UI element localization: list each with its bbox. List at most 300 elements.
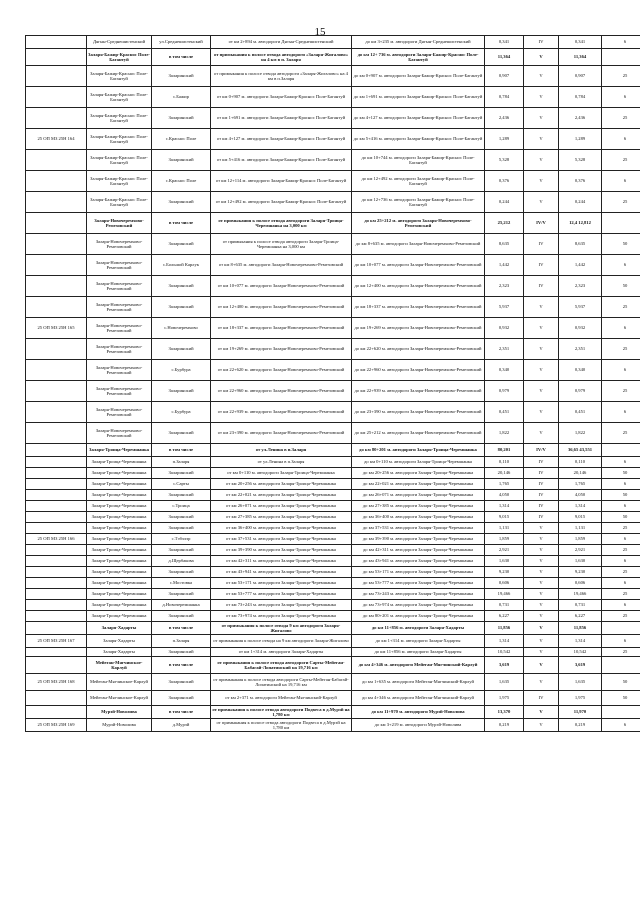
road-code-cell xyxy=(26,234,87,255)
table-row xyxy=(26,534,640,545)
length-cell: 0,731 xyxy=(485,600,524,611)
location-cell: в том числе xyxy=(152,49,211,66)
category-length-cell: 9,230 xyxy=(559,567,602,578)
width-cell: 25 xyxy=(602,339,640,360)
category-length-cell: 1,822 xyxy=(559,423,602,444)
width-cell: 50 xyxy=(602,674,640,691)
end-point-cell: до км 0+110 м. автодороги Заларя-Троица-Черемшанка xyxy=(352,457,485,468)
road-code-cell xyxy=(26,150,87,171)
table-row xyxy=(26,611,640,622)
road-code-cell: 25 ОП МЗ 25Н 164 xyxy=(26,129,87,150)
category-cell: V xyxy=(524,192,559,213)
table-row xyxy=(26,318,640,339)
end-point-cell: до км 73+974 м. автодороги Заларя-Троица-Черемшанка xyxy=(352,600,485,611)
category-cell: V xyxy=(524,150,559,171)
length-cell: 0,907 xyxy=(485,66,524,87)
start-point-cell: от примыкания к полосе отвода автодороги Подвеса в д.Мурэй на 1,780 км xyxy=(212,706,350,717)
road-code-cell: 25 ОП МЗ 25Н 165 xyxy=(26,318,87,339)
length-cell: 0,244 xyxy=(485,192,524,213)
start-point-cell: от примыкания к полосе отвода автодороги «Заларя-Жигалово» на 4 км в п. Заларя xyxy=(211,49,352,66)
road-name-cell: Заларя-Троица-Черемшанка xyxy=(87,567,152,578)
width-cell: 50 xyxy=(602,512,640,523)
width-cell: 25 xyxy=(602,589,640,600)
start-point-cell: от км 1+691 м. автодороги Заларя-Бажир-Краснос Поле-Багантуй xyxy=(211,108,352,129)
category-cell: IV xyxy=(524,234,559,255)
road-code-cell xyxy=(26,457,87,468)
road-code-cell xyxy=(26,691,87,706)
length-cell: 1,442 xyxy=(485,255,524,276)
road-code-cell xyxy=(26,490,87,501)
category-length-cell: 0,340 xyxy=(559,360,602,381)
location-cell: п.Заларя xyxy=(152,457,211,468)
road-code-cell xyxy=(26,512,87,523)
start-point-cell: от км 36+400 м. автодороги Заларя-Троица-Черемшанка xyxy=(211,523,352,534)
end-point-cell: до км 10+744 м. автодороги Заларя-Бажир-Краснос Поле-Багантуй xyxy=(352,150,485,171)
end-point-cell: до км 53+777 м. автодороги Заларя-Троица-Черемшанка xyxy=(352,578,485,589)
location-cell: Заларинский xyxy=(152,468,211,479)
start-point-cell: от км 22+960 м. автодороги Заларя-Новочеремхово-Ремезовский xyxy=(211,381,352,402)
start-point-cell: от км 19+269 м. автодороги Заларя-Новочеремхово-Ремезовский xyxy=(211,339,352,360)
length-cell: 13,370 xyxy=(485,706,524,719)
category-length-cell: 19,466 xyxy=(559,589,602,600)
start-point-cell: от км 73+243 м. автодороги Заларя-Троица-Черемшанка xyxy=(211,600,352,611)
location-cell: с.Бажир xyxy=(152,87,211,108)
length-cell: 0,979 xyxy=(485,381,524,402)
end-point-cell: до км 37+531 м. автодороги Заларя-Троица-Черемшанка xyxy=(352,523,485,534)
category-cell: V xyxy=(524,66,559,87)
road-code-cell xyxy=(26,567,87,578)
end-point-cell: до км 43+941 м. автодороги Заларя-Троица-Черемшанка xyxy=(352,556,485,567)
road-code-cell xyxy=(26,523,87,534)
width-cell: 6 xyxy=(602,578,640,589)
table-row xyxy=(26,545,640,556)
width-cell: 6 xyxy=(602,457,640,468)
road-name-cell: Заларя-Троица-Черемшанка xyxy=(87,534,152,545)
road-code-cell xyxy=(26,578,87,589)
category-cell: IV xyxy=(524,276,559,297)
table-row xyxy=(26,381,640,402)
start-point-cell: от км 20+256 м. автодороги Заларя-Троица-Черемшанка xyxy=(211,479,352,490)
location-cell: Заларинский xyxy=(152,108,211,129)
road-name-cell: Заларя-Новочеремхово-Ремезовский xyxy=(87,402,152,423)
road-name-cell: Мейеган-Мягчинское-Карлуй xyxy=(87,691,152,706)
road-name-cell: Заларя-Хадарты xyxy=(87,648,152,657)
table-row xyxy=(26,192,640,213)
category-cell: V xyxy=(524,657,559,674)
width-cell: 6 xyxy=(602,635,640,648)
location-cell: Заларинский xyxy=(152,234,211,255)
length-cell: 0,219 xyxy=(485,719,524,732)
road-name-cell: Заларя-Бажир-Краснос Поле-Багантуй xyxy=(87,129,152,150)
road-code-cell xyxy=(26,255,87,276)
road-name-cell: Заларя-Троица-Черемшанка xyxy=(87,457,152,468)
road-code-cell: 25 ОП МЗ 25Н 168 xyxy=(26,674,87,691)
road-name-cell: Заларя-Новочеремхово-Ремезовский xyxy=(87,423,152,444)
table-row xyxy=(26,691,640,706)
road-code-cell xyxy=(26,402,87,423)
length-cell: 4,050 xyxy=(485,490,524,501)
roads-table xyxy=(25,35,640,732)
table-row xyxy=(26,657,640,674)
end-point-cell: до км 1+691 м. автодороги Заларя-Бажир-Краснос Поле-Багантуй xyxy=(352,87,485,108)
location-cell: с.Троица xyxy=(152,501,211,512)
length-cell: 0,376 xyxy=(485,171,524,192)
length-cell: 1,822 xyxy=(485,423,524,444)
table-row xyxy=(26,276,640,297)
length-cell: 1,314 xyxy=(485,501,524,512)
length-cell: 9,015 xyxy=(485,512,524,523)
category-length-cell: 9,015 xyxy=(559,512,602,523)
start-point-cell: от км 53+171 м. автодороги Заларя-Троица-Черемшанка xyxy=(211,578,352,589)
road-code-cell xyxy=(26,381,87,402)
category-length-cell: 1,314 xyxy=(559,501,602,512)
category-length-cell: 1,442 xyxy=(559,255,602,276)
category-length-cell: 12,4 12,812 xyxy=(559,213,602,234)
end-point-cell: до км 26+071 м. автодороги Заларя-Троица-Черемшанка xyxy=(352,490,485,501)
road-code-cell xyxy=(26,501,87,512)
category-length-cell: 8,635 xyxy=(559,234,602,255)
end-point-cell: до км 80+201 м. автодороги Заларя-Троица-Черемшанка xyxy=(352,444,485,457)
road-name-cell: Мейеган-Мягчинское-Карлуй xyxy=(87,657,152,674)
length-cell: 0,451 xyxy=(485,402,524,423)
category-cell: V xyxy=(524,129,559,150)
location-cell: Заларинский xyxy=(152,674,211,691)
width-cell xyxy=(602,444,640,457)
location-cell: Заларинский xyxy=(152,297,211,318)
start-point-cell: от км 43+941 м. автодороги Заларя-Троица-Черемшанка xyxy=(211,567,352,578)
category-cell: V xyxy=(524,706,559,719)
road-code-cell xyxy=(26,706,87,719)
road-code-cell xyxy=(26,36,87,49)
end-point-cell: до км 1+635 м. автодороги Мейеган-Мягчинский-Карлуй xyxy=(352,674,485,691)
end-point-cell: до км 22+021 м. автодороги Заларя-Троица-Черемшанка xyxy=(352,479,485,490)
end-point-cell: до км 3+219 м. автодороги Мурэй-Новолива xyxy=(352,719,485,732)
category-length-cell: 36,65 43,551 xyxy=(559,444,602,457)
start-point-cell: от км 10+077 м. автодороги Заларя-Новочеремхово-Ремезовский xyxy=(211,276,352,297)
category-length-cell: 1,635 xyxy=(559,674,602,691)
location-cell: с.Новочеремхово xyxy=(152,318,211,339)
road-name-cell: Заларя-Новочеремхово-Ремезовский xyxy=(87,339,152,360)
category-cell: V xyxy=(524,622,559,635)
location-cell: Заларинский xyxy=(152,611,211,622)
table-row xyxy=(26,36,640,49)
location-cell: Заларинский xyxy=(152,192,211,213)
length-cell: 5,937 xyxy=(485,297,524,318)
length-cell: 2,921 xyxy=(485,545,524,556)
width-cell: 6 xyxy=(602,87,640,108)
category-cell: V xyxy=(524,589,559,600)
start-point-cell: от км 5+416 м. автодороги Заларя-Бажир-Краснос Поле-Багантуй xyxy=(211,150,352,171)
location-cell: с.Большой Карлук xyxy=(152,255,211,276)
road-code-cell xyxy=(26,611,87,622)
category-length-cell: 1,289 xyxy=(559,129,602,150)
category-length-cell: 2,323 xyxy=(559,276,602,297)
road-name-cell: Заларя-Троица-Черемшанка xyxy=(87,479,152,490)
start-point-cell: от км 4+127 м. автодороги Заларя-Бажир-Краснос Поле-Багантуй xyxy=(211,129,352,150)
category-length-cell: 10,542 xyxy=(559,648,602,657)
width-cell: 6 xyxy=(602,534,640,545)
length-cell: 0,932 xyxy=(485,318,524,339)
start-point-cell: от км 22+939 м. автодороги Заларя-Новочеремхово-Ремезовский xyxy=(211,402,352,423)
width-cell: 50 xyxy=(602,234,640,255)
end-point-cell: до км 12+736 м. автодороги Заларя-Бажир-Краснос Поле-Багантуй xyxy=(352,192,485,213)
location-cell: в том числе xyxy=(152,444,211,457)
width-cell: 6 xyxy=(602,360,640,381)
road-code-cell xyxy=(26,276,87,297)
width-cell xyxy=(602,706,640,719)
road-name-cell: Заларя-Троица-Черемшанка xyxy=(87,468,152,479)
end-point-cell: до км 8+635 м. автодороги Заларя-Новочеремхово-Ремезовский xyxy=(352,234,485,255)
category-length-cell: 0,907 xyxy=(559,66,602,87)
width-cell: 25 xyxy=(602,567,640,578)
category-length-cell: 0,979 xyxy=(559,381,602,402)
end-point-cell: до км 12+ 736 м. автодороги Заларя-Бажир-Краснос Поле-Багантуй xyxy=(352,49,485,66)
width-cell: 25 xyxy=(602,648,640,657)
start-point-cell: от примыкания к полосе отвода автодороги Сарты-Мейеган-Бабагай-Лопатинский на 19,716 км xyxy=(211,657,352,674)
start-point-cell: от примыкания к полосе отвода на 9 км автодороги Заларя-Жигалово xyxy=(211,635,352,648)
start-point-cell: от км 26+071 м. автодороги Заларя-Троица-Черемшанка xyxy=(211,501,352,512)
road-name-cell: Заларя-Троица-Черемшанка xyxy=(87,578,152,589)
category-length-cell: 1,131 xyxy=(559,523,602,534)
location-cell: д.Щербакова xyxy=(152,556,211,567)
road-code-cell xyxy=(26,87,87,108)
length-cell: 80,201 xyxy=(485,444,524,457)
length-cell: 1,630 xyxy=(485,556,524,567)
road-code-cell xyxy=(26,339,87,360)
road-code-cell xyxy=(26,423,87,444)
width-cell: 25 xyxy=(602,108,640,129)
width-cell: 6 xyxy=(602,556,640,567)
width-cell: 6 xyxy=(602,501,640,512)
road-name-cell: Заларя-Новочеремхово-Ремезовский xyxy=(87,276,152,297)
length-cell: 25,212 xyxy=(485,213,524,234)
road-name-cell: Заларя-Троица-Черемшанка xyxy=(87,600,152,611)
width-cell: 25 xyxy=(602,611,640,622)
end-point-cell: до км 23+390 м. автодороги Заларя-Новочеремхово-Ремезовский xyxy=(352,402,485,423)
start-point-cell: от км 73+974 м. автодороги Заларя-Троица-Черемшанка xyxy=(211,611,352,622)
table-row xyxy=(26,49,640,66)
length-cell: 19,466 xyxy=(485,589,524,600)
category-length-cell: 0,451 xyxy=(559,402,602,423)
location-cell: с.Бурбура xyxy=(152,402,211,423)
start-point-cell: от км 0+110 м. автодороги Заларя-Троица-Черемшанка xyxy=(211,468,352,479)
start-point-cell: от км 37+531 м. автодороги Заларя-Троица-Черемшанка xyxy=(211,534,352,545)
location-cell: Заларинский xyxy=(152,150,211,171)
table-row xyxy=(26,468,640,479)
table-row xyxy=(26,556,640,567)
table-row xyxy=(26,501,640,512)
road-code-cell xyxy=(26,556,87,567)
length-cell: 1,765 xyxy=(485,479,524,490)
table-row xyxy=(26,360,640,381)
start-point-cell: от км 12+114 м. автодороги Заларя-Бажир-Краснос Поле-Багантуй xyxy=(211,171,352,192)
length-cell: 0,341 xyxy=(485,36,524,49)
end-point-cell: до км 18+337 м. автодороги Заларя-Новочеремхово-Ремезовский xyxy=(352,297,485,318)
length-cell: 6,227 xyxy=(485,611,524,622)
length-cell: 1,289 xyxy=(485,129,524,150)
category-length-cell: 2,921 xyxy=(559,545,602,556)
category-cell: V xyxy=(524,339,559,360)
location-cell: Заларинский xyxy=(152,490,211,501)
road-code-cell xyxy=(26,360,87,381)
start-point-cell: от примыкания к полосе отвода автодороги Заларя-Троица-Черемшанка на 3,000 км xyxy=(211,213,352,234)
category-cell: V xyxy=(524,49,559,66)
table-row xyxy=(26,234,640,255)
road-name-cell: Заларя-Новочеремхово-Ремезовский xyxy=(87,297,152,318)
end-point-cell: до км 4+346 м. автодороги Мейеган-Мягчинский-Карлуй xyxy=(352,691,485,706)
table-row xyxy=(26,150,640,171)
location-cell: Заларинский xyxy=(152,66,211,87)
width-cell xyxy=(602,213,640,234)
road-name-cell: Заларя-Бажир-Краснос Поле-Багантуй xyxy=(87,49,152,66)
category-cell: V xyxy=(524,423,559,444)
table-row xyxy=(26,719,640,732)
category-cell: V xyxy=(524,87,559,108)
road-code-cell xyxy=(26,545,87,556)
category-cell: IV xyxy=(524,468,559,479)
end-point-cell: до км 11+856 м. автодороги Заларя-Хадарты xyxy=(352,622,485,635)
category-length-cell: 0,606 xyxy=(559,578,602,589)
start-point-cell: от км 53+777 м. автодороги Заларя-Троица-Черемшанка xyxy=(211,589,352,600)
category-length-cell: 1,765 xyxy=(559,479,602,490)
location-cell: с.Сарты xyxy=(152,479,211,490)
table-row xyxy=(26,674,640,691)
length-cell: 1,635 xyxy=(485,674,524,691)
width-cell: 50 xyxy=(602,468,640,479)
length-cell: 5,328 xyxy=(485,150,524,171)
end-point-cell: до км 53+171 м. автодороги Заларя-Троица-Черемшанка xyxy=(352,567,485,578)
start-point-cell: от ул.Ленина в п.Заларя xyxy=(211,444,352,457)
length-cell: 1,859 xyxy=(485,534,524,545)
length-cell: 20,146 xyxy=(485,468,524,479)
start-point-cell: от примыкания к полосе отвода 9 км автодороги Заларя-Жигалово xyxy=(211,622,352,635)
roads-table-body xyxy=(26,36,640,732)
road-name-cell: Заларя-Новочеремхово-Ремезовский xyxy=(87,213,152,234)
road-name-cell: Мейеган-Мягчинское-Карлуй xyxy=(87,674,152,691)
location-cell: с.Мостовка xyxy=(152,578,211,589)
category-cell: V xyxy=(524,719,559,732)
start-point-cell: от примыкания к полосе отвода автодороги Заларя-Троица-Черемшанка на 3,000 км xyxy=(211,234,352,255)
category-cell: V xyxy=(524,360,559,381)
category-cell: V xyxy=(524,578,559,589)
table-row xyxy=(26,648,640,657)
end-point-cell: до км 0+907 м. автодороги Заларя-Бажир-Краснос Поле-Багантуй xyxy=(352,66,485,87)
category-cell: V xyxy=(524,108,559,129)
length-cell: 8,635 xyxy=(485,234,524,255)
category-cell: IV xyxy=(524,691,559,706)
width-cell: 6 xyxy=(602,402,640,423)
length-cell: 1,314 xyxy=(485,635,524,648)
table-row xyxy=(26,578,640,589)
category-cell: IV xyxy=(524,479,559,490)
category-cell: V xyxy=(524,318,559,339)
category-cell: IV/V xyxy=(524,444,559,457)
category-length-cell: 1,630 xyxy=(559,556,602,567)
table-row xyxy=(26,423,640,444)
road-code-cell xyxy=(26,622,87,635)
road-code-cell xyxy=(26,108,87,129)
category-cell: IV xyxy=(524,501,559,512)
category-length-cell: 0,784 xyxy=(559,87,602,108)
page-number: 15 xyxy=(314,26,326,38)
road-name-cell: Заларя-Троица-Черемшанка xyxy=(87,611,152,622)
width-cell: 6 xyxy=(602,129,640,150)
road-name-cell: Заларя-Хадарты xyxy=(87,635,152,648)
road-code-cell xyxy=(26,444,87,457)
end-point-cell: до км 39+390 м. автодороги Заларя-Троица-Черемшанка xyxy=(352,534,485,545)
length-cell: 1,131 xyxy=(485,523,524,534)
location-cell: с.Бурбура xyxy=(152,360,211,381)
start-point-cell: от примыкания к полосе отвода автодороги «Заларя-Жигалово» на 4 км в п.Заларя xyxy=(211,66,352,87)
category-length-cell: 6,227 xyxy=(559,611,602,622)
location-cell: с.Тэбэлэр xyxy=(152,534,211,545)
end-point-cell: до км 3+235 м. автодороги Дягын-Среднешистенский xyxy=(352,36,485,49)
end-point-cell: до км 36+400 м. автодороги Заларя-Троица-Черемшанка xyxy=(352,512,485,523)
table-row xyxy=(26,108,640,129)
end-point-cell: до км 25+212 м. автодороги Заларя-Новочеремхово-Ремезовский xyxy=(352,423,485,444)
length-cell: 0,340 xyxy=(485,360,524,381)
start-point-cell: от км 18+337 м. автодороги Заларя-Новочеремхово-Ремезовский xyxy=(211,318,352,339)
table-row xyxy=(26,457,640,468)
table-row xyxy=(26,490,640,501)
table-row xyxy=(26,523,640,534)
category-cell: IV xyxy=(524,36,559,49)
length-cell: 0,110 xyxy=(485,457,524,468)
start-point-cell: от км 0+907 м. автодороги Заларя-Бажир-Краснос Поле-Багантуй xyxy=(211,87,352,108)
width-cell: 6 xyxy=(602,600,640,611)
start-point-cell: от км 12+400 м. автодороги Заларя-Новочеремхово-Ремезовский xyxy=(211,297,352,318)
length-cell: 2,436 xyxy=(485,108,524,129)
location-cell: п.Заларя xyxy=(152,635,211,648)
category-length-cell: 0,731 xyxy=(559,600,602,611)
end-point-cell: до км 1+314 м. автодороги Заларя-Хадарты xyxy=(352,635,485,648)
length-cell: 2,351 xyxy=(485,339,524,360)
category-cell: V xyxy=(524,523,559,534)
end-point-cell: до км 4+346 м. автодороги Мейеган-Мягчинский-Карлуй xyxy=(352,657,485,674)
category-length-cell: 11,364 xyxy=(559,49,602,66)
category-cell: V xyxy=(524,648,559,657)
start-point-cell: от км 2+894 м. автодороги Дягын-Среднешистенский xyxy=(211,36,352,49)
width-cell: 25 xyxy=(602,381,640,402)
location-cell: в том числе xyxy=(152,706,211,719)
start-point-cell: от км 8+635 м. автодороги Заларя-Новочеремхово-Ремезовский xyxy=(211,255,352,276)
road-code-cell xyxy=(26,297,87,318)
end-point-cell: до км 10+077 м. автодороги Заларя-Новочеремхово-Ремезовский xyxy=(352,255,485,276)
category-cell: IV xyxy=(524,457,559,468)
end-point-cell: до км 5+416 м. автодороги Заларя-Бажир-Краснос Поле-Багантуй xyxy=(352,129,485,150)
road-name-cell: Заларя-Троица-Черемшанка xyxy=(87,589,152,600)
table-row xyxy=(26,129,640,150)
table-row xyxy=(26,87,640,108)
road-code-cell xyxy=(26,479,87,490)
start-point-cell: от примыкания к полосе отвода автодороги Подвеса в д.Мурэй на 1,780 км xyxy=(211,719,352,732)
road-name-cell: Заларя-Бажир-Краснос Поле-Багантуй xyxy=(87,192,152,213)
category-cell: V xyxy=(524,674,559,691)
length-cell: 9,230 xyxy=(485,567,524,578)
location-cell: Заларинский xyxy=(152,512,211,523)
width-cell: 6 xyxy=(602,719,640,732)
road-name-cell: Заларя-Бажир-Краснос Поле-Багантуй xyxy=(87,87,152,108)
road-name-cell: Заларя-Бажир-Краснос Поле-Багантуй xyxy=(87,108,152,129)
table-row xyxy=(26,589,640,600)
road-code-cell xyxy=(26,49,87,66)
road-name-cell: Заларя-Троица-Черемшанка xyxy=(87,523,152,534)
road-name-cell: Заларя-Троица-Черемшанка xyxy=(87,512,152,523)
length-cell: 0,606 xyxy=(485,578,524,589)
table-row xyxy=(26,444,640,457)
start-point-cell: от км 2+371 м. автодороги Мейеган-Мягчинский-Карлуй xyxy=(211,691,352,706)
road-name-cell: Заларя-Бажир-Краснос Поле-Багантуй xyxy=(87,66,152,87)
